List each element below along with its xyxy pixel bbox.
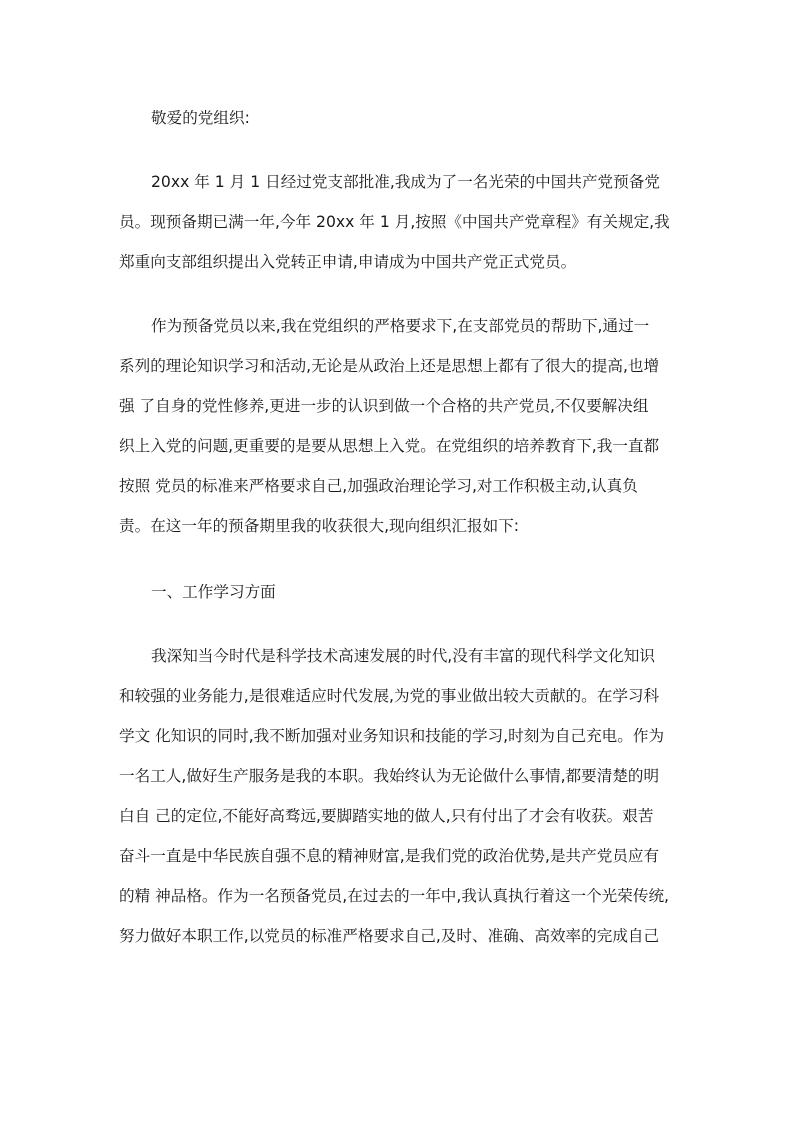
- salutation: 敬爱的党组织:: [151, 109, 250, 127]
- paragraph-1-line-1: 20xx 年 1 月 1 日经过党支部批准,我成为了一名光荣的中国共产党预备党: [151, 173, 660, 191]
- paragraph-2-line-4: 织上入党的问题,更重要的是要从思想上入党。在党组织的培养教育下,我一直都: [119, 437, 660, 455]
- paragraph-2-line-6: 责。在这一年的预备期里我的收获很大,现向组织汇报如下:: [119, 517, 520, 535]
- paragraph-2-line-1: 作为预备党员以来,我在党组织的严格要求下,在支部党员的帮助下,通过一: [151, 317, 650, 335]
- paragraph-2-line-3: 强 了自身的党性修养,更进一步的认识到做一个合格的共产党员,不仅要解决组: [119, 397, 649, 415]
- paragraph-1-line-2: 员。现预备期已满一年,今年 20xx 年 1 月,按照《中国共产党章程》有关规定,我: [119, 213, 670, 231]
- section-heading-work-study: 一、工作学习方面: [151, 583, 276, 601]
- paragraph-3-line-6: 奋斗一直是中华民族自强不息的精神财富,是我们党的政治优势,是共产党员应有: [119, 847, 660, 865]
- paragraph-3-line-3: 学文 化知识的同时,我不断加强对业务知识和技能的学习,时刻为自己充电。作为: [119, 727, 665, 745]
- paragraph-3-line-5: 白自 己的定位,不能好高骛远,要脚踏实地的做人,只有付出了才会有收获。艰苦: [119, 807, 654, 825]
- paragraph-3-line-1: 我深知当今时代是科学技术高速发展的时代,没有丰富的现代科学文化知识: [151, 647, 655, 665]
- paragraph-2-line-2: 系列的理论知识学习和活动,无论是从政治上还是思想上都有了很大的提高,也增: [119, 357, 660, 375]
- paragraph-3-line-2: 和较强的业务能力,是很难适应时代发展,为党的事业做出较大贡献的。在学习科: [119, 687, 660, 705]
- paragraph-3-line-7: 的精 神品格。作为一名预备党员,在过去的一年中,我认真执行着这一个光荣传统,: [119, 887, 670, 905]
- paragraph-2-line-5: 按照 党员的标准来严格要求自己,加强政治理论学习,对工作积极主动,认真负: [119, 477, 638, 495]
- paragraph-1-line-3: 郑重向支部组织提出入党转正申请,申请成为中国共产党正式党员。: [119, 253, 577, 271]
- paragraph-3-line-8: 努力做好本职工作,以党员的标准严格要求自己,及时、准确、高效率的完成自己: [119, 927, 660, 945]
- paragraph-3-line-4: 一名工人,做好生产服务是我的本职。我始终认为无论做什么事情,都要清楚的明: [119, 767, 660, 785]
